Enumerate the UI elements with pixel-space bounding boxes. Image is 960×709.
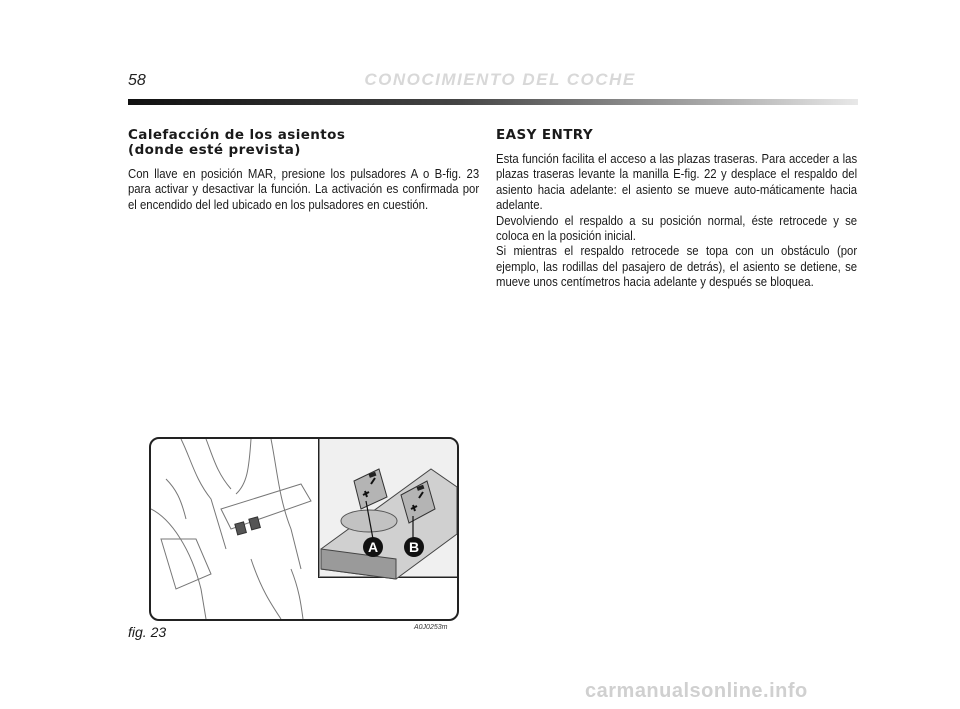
- page-number: 58: [128, 72, 146, 89]
- header-rule: [128, 99, 858, 105]
- easy-entry-paragraph-3: Si mientras el respaldo retrocede se topa con un obstáculo (por ejemplo, las rodillas del pasajero de detrás), el asiento se detiene, se mueve unos centímetros hacia adelante y después se bloquea.: [496, 243, 858, 290]
- section-title-easy-entry: EASY ENTRY: [496, 127, 594, 143]
- running-title: CONOCIMIENTO DEL COCHE: [364, 70, 636, 89]
- callout-b-label: B: [408, 539, 420, 555]
- watermark-text: carmanualsonline.info: [585, 680, 808, 702]
- figure-23-illustration: [149, 437, 459, 621]
- section-title-line-1: Calefacción de los asientos: [128, 127, 346, 143]
- right-column: [496, 128, 858, 290]
- easy-entry-paragraph-2: Devolviendo el respaldo a su posición normal, éste retrocede y se coloca en la posición inicial.: [496, 212, 858, 244]
- left-column: [128, 128, 480, 212]
- section-title-seat-heating: [128, 128, 480, 158]
- section-title-line-2: (donde esté prevista): [128, 142, 301, 158]
- figure-caption: fig. 23: [128, 624, 167, 640]
- easy-entry-paragraph-1: Esta función facilita el acceso a las plazas traseras. Para acceder a las plazas traseras levante la manilla E-fig. 22 y desplace el respaldo del asiento hacia adelante: el asiento se mueve auto-máticamente hacia adelante.: [496, 151, 858, 213]
- callout-a-label: A: [367, 539, 379, 555]
- figure-code: A0J0253m: [414, 624, 448, 631]
- seat-heating-buttons-drawing: [151, 439, 457, 619]
- seat-heating-body: Con llave en posición MAR, presione los pulsadores A o B-fig. 23 para activar y desactivar la función. La activación es confirmada por el encendido del led ubicado en los pulsadores en cuestión.: [128, 166, 480, 212]
